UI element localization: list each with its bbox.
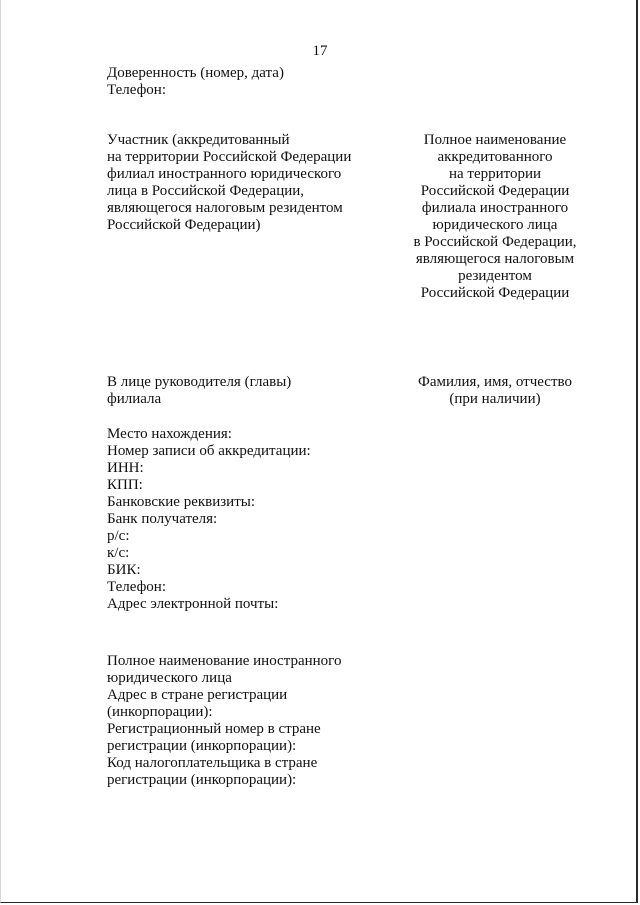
representative-block	[107, 374, 291, 408]
accreditation-number-label: Номер записи об аккредитации:	[107, 443, 311, 459]
correspondent-account-label: к/с:	[107, 545, 130, 561]
participant-name-line: резидентом	[458, 268, 532, 284]
location-label: Место нахождения:	[107, 426, 232, 442]
taxpayer-code-label: регистрации (инкорпорации):	[107, 772, 297, 788]
header-phone-label: Телефон:	[107, 82, 166, 98]
page-number: 17	[312, 43, 328, 59]
participant-line: на территории Российской Федерации	[107, 149, 352, 165]
participant-name-line: Российской Федерации	[420, 285, 570, 301]
kpp-label: КПП:	[107, 477, 143, 493]
participant-line: Участник (аккредитованный	[107, 132, 290, 148]
participant-name-line: в Российской Федерации,	[413, 234, 577, 250]
email-label: Адрес электронной почты:	[107, 596, 279, 612]
participant-name-line: являющегося налоговым	[415, 251, 575, 267]
participant-name-line: Полное наименование	[423, 132, 567, 148]
header-block	[107, 65, 284, 99]
representative-name-line: Фамилия, имя, отчество	[418, 374, 572, 390]
participant-line: лица в Российской Федерации,	[107, 183, 305, 199]
phone-label: Телефон:	[107, 579, 166, 595]
taxpayer-code-label: Код налогоплательщика в стране	[107, 755, 318, 771]
foreign-entity-block	[107, 653, 341, 789]
registration-number-label: регистрации (инкорпорации):	[107, 738, 297, 754]
foreign-entity-name-label: юридического лица	[107, 670, 232, 686]
participant-line: Российской Федерации)	[107, 217, 261, 233]
representative-name-placeholder	[395, 374, 595, 408]
recipient-bank-label: Банк получателя:	[107, 511, 218, 527]
foreign-entity-name-label: Полное наименование иностранного	[107, 653, 342, 669]
participant-name-line: юридического лица	[432, 217, 558, 233]
participant-name-line: аккредитованного	[437, 149, 553, 165]
representative-name-line: (при наличии)	[449, 391, 541, 407]
participant-line: являющегося налоговым резидентом	[107, 200, 343, 216]
participant-name-line: Российской Федерации	[420, 183, 570, 199]
representative-line: филиала	[107, 391, 162, 407]
participant-name-line: филиала иностранного	[421, 200, 569, 216]
settlement-account-label: р/с:	[107, 528, 130, 544]
bank-details-label: Банковские реквизиты:	[107, 494, 256, 510]
registration-address-label: Адрес в стране регистрации	[107, 687, 288, 703]
details-block	[107, 426, 311, 613]
participant-name-placeholder	[395, 132, 595, 302]
participant-block	[107, 132, 351, 234]
power-of-attorney-label: Доверенность (номер, дата)	[107, 65, 284, 81]
participant-name-line: на территории	[448, 166, 542, 182]
inn-label: ИНН:	[107, 460, 144, 476]
registration-address-label: (инкорпорации):	[107, 704, 213, 720]
registration-number-label: Регистрационный номер в стране	[107, 721, 321, 737]
bik-label: БИК:	[107, 562, 141, 578]
participant-line: филиал иностранного юридического	[107, 166, 342, 182]
representative-line: В лице руководителя (главы)	[107, 374, 292, 390]
